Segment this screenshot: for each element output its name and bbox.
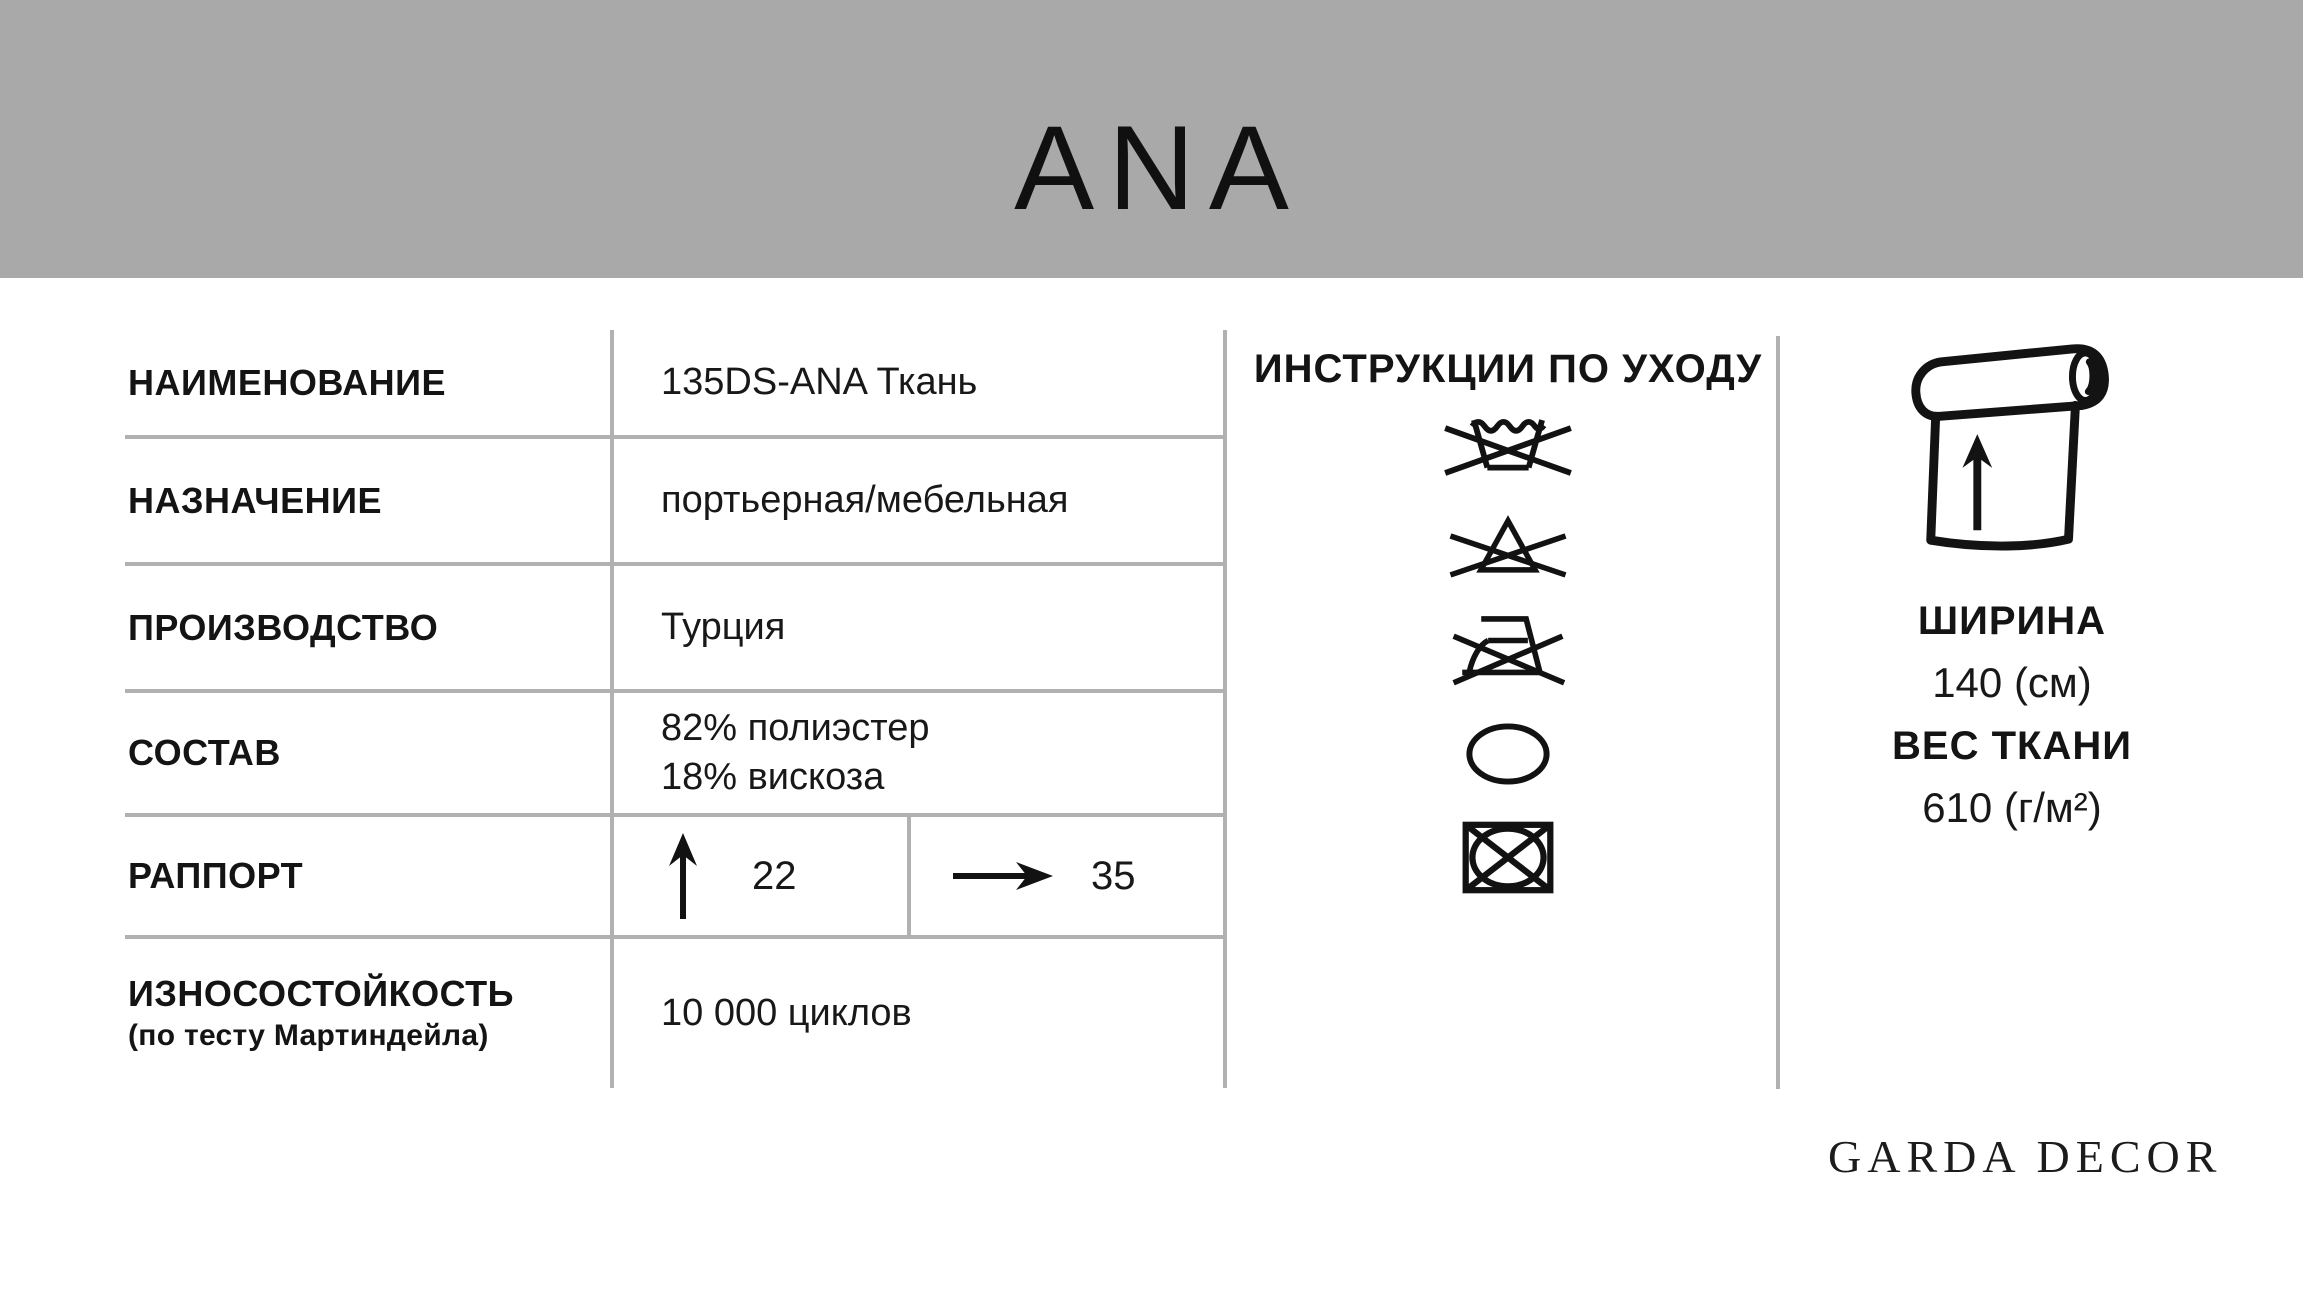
row-value-cell [610,693,1223,813]
composition-line: 18% вискоза [661,756,885,798]
brand-logo: GARDA DECOR [1828,1131,2223,1182]
row-label-cell [125,817,610,935]
do-not-iron-icon [1442,612,1574,688]
right-arrow-icon [951,859,1055,893]
row-value-cell [610,817,1223,935]
row-label: СОСТАВ [128,732,281,774]
do-not-wash-icon [1435,412,1581,482]
width-label: ШИРИНА [1917,599,2107,643]
row-value-cell [610,566,1223,689]
table-row-purpose [125,435,1223,562]
fabric-roll-icon [1897,338,2127,562]
row-value-cell [610,330,1223,435]
row-label: НАЗНАЧЕНИЕ [128,479,382,521]
row-value: Турция [661,606,786,649]
row-label-cell [125,566,610,689]
vertical-repeat-cell [614,817,911,935]
column-divider [1776,336,1780,1089]
do-not-bleach-icon [1439,514,1577,580]
vertical-repeat-value: 22 [752,853,797,898]
row-value: 135DS-ANA Ткань [661,361,978,404]
row-label: РАППОРТ [128,855,304,897]
row-label: ПРОИЗВОДСТВО [128,606,439,648]
fabric-specs [1830,338,2194,833]
title-banner [0,0,2303,278]
dry-clean-allowed-icon [1462,720,1554,788]
composition-line: 82% полиэстер [661,707,930,750]
spec-table [125,330,1227,1088]
table-row-composition [125,689,1223,813]
fabric-title: ANA [1014,101,1303,235]
row-label-cell [125,330,610,435]
care-symbols [1278,412,1738,895]
table-row-durability [125,935,1223,1088]
care-header: ИНСТРУКЦИИ ПО УХОДУ [1253,347,1763,391]
horizontal-repeat-cell [911,817,1223,935]
row-label-cell [125,439,610,562]
up-arrow-icon [666,831,700,921]
table-row-name [125,330,1223,435]
row-value: портьерная/мебельная [661,479,1069,522]
horizontal-repeat-value: 35 [1091,853,1136,898]
do-not-tumble-dry-icon [1458,820,1558,895]
row-value: 10 000 циклов [661,992,912,1035]
table-row-rapport [125,813,1223,935]
row-label-cell [125,939,610,1088]
row-value-cell [610,439,1223,562]
care-instructions [1253,347,1763,392]
width-value: 140 (см) [1932,659,2092,706]
row-label-cell [125,693,610,813]
table-row-origin [125,562,1223,689]
weight-label: ВЕС ТКАНИ [1892,724,2132,769]
row-label: НАИМЕНОВАНИЕ [128,361,446,403]
weight-value: 610 (г/м²) [1922,784,2102,832]
row-sublabel: (по тесту Мартиндейла) [128,1018,489,1052]
row-value-cell [610,939,1223,1088]
row-label: ИЗНОСОСТОЙКОСТЬ [128,973,515,1015]
